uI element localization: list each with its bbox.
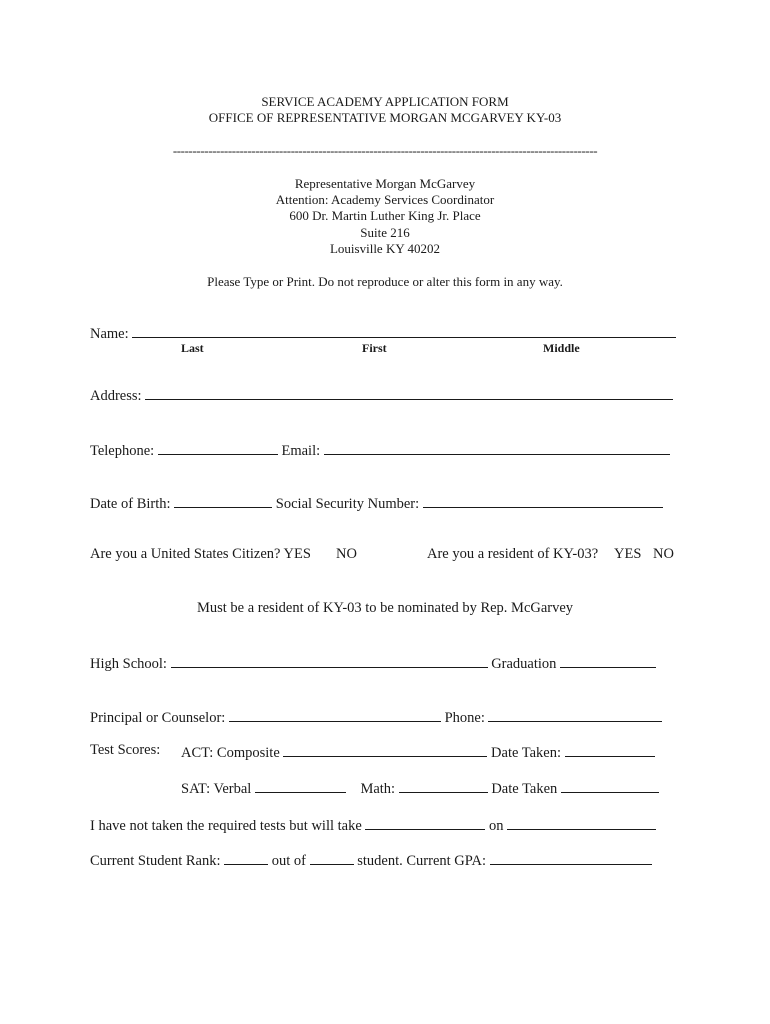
email-field[interactable] <box>324 440 670 455</box>
sat-verbal-label: SAT: Verbal <box>181 781 252 797</box>
principal-phone-field[interactable] <box>488 707 662 722</box>
resident-no-option[interactable]: NO <box>653 546 674 562</box>
graduation-field[interactable] <box>560 653 656 668</box>
address-line-2: Attention: Academy Services Coordinator <box>275 192 495 207</box>
high-school-field[interactable] <box>171 653 488 668</box>
high-school-row <box>90 653 656 673</box>
not-taken-label: I have not taken the required tests but will take <box>90 818 362 834</box>
on-label: on <box>489 818 504 834</box>
email-label: Email: <box>281 443 321 459</box>
office-title: OFFICE OF REPRESENTATIVE MORGAN MCGARVEY KY-03 <box>208 110 562 125</box>
address-line-4: Suite 216 <box>360 225 410 240</box>
sat-math-label: Math: <box>360 781 396 797</box>
rank-label: Current Student Rank: <box>90 853 221 869</box>
citizen-question <box>90 546 311 563</box>
gpa-label: student. Current GPA: <box>357 853 486 869</box>
planned-test-field[interactable] <box>365 815 485 830</box>
citizen-no-option[interactable]: NO <box>336 546 357 562</box>
sat-date-field[interactable] <box>561 778 659 793</box>
address-line-5: Louisville KY 40202 <box>329 241 440 256</box>
telephone-field[interactable] <box>158 440 278 455</box>
phone-label: Phone: <box>444 710 485 726</box>
principal-row <box>90 707 662 727</box>
dob-field[interactable] <box>174 493 272 508</box>
out-of-label: out of <box>271 853 306 869</box>
dob-label: Date of Birth: <box>90 496 171 512</box>
class-size-field[interactable] <box>310 850 354 865</box>
instructions: Please Type or Print. Do not reproduce or alter this form in any way. <box>207 274 563 289</box>
not-taken-row <box>90 815 656 835</box>
sat-verbal-field[interactable] <box>255 778 346 793</box>
principal-label: Principal or Counselor: <box>90 710 226 726</box>
name-last-caption: Last <box>181 341 204 355</box>
telephone-label: Telephone: <box>90 443 155 459</box>
ssn-field[interactable] <box>423 493 663 508</box>
sat-row <box>181 778 659 798</box>
act-row <box>181 742 655 762</box>
form-title: SERVICE ACADEMY APPLICATION FORM <box>261 94 509 109</box>
name-first-caption: First <box>362 341 387 355</box>
address-line-3: 600 Dr. Martin Luther King Jr. Place <box>289 208 481 223</box>
divider: ------------------------------------------------------------------------------------------------------------ <box>172 143 598 158</box>
resident-question: Are you a resident of KY-03? <box>427 546 599 562</box>
address-label: Address: <box>90 388 142 404</box>
address-row <box>90 385 673 405</box>
address-field[interactable] <box>145 385 673 400</box>
citizen-question-text: Are you a United States Citizen? YES <box>90 546 311 562</box>
dob-row <box>90 493 663 513</box>
name-field[interactable] <box>132 323 676 338</box>
ssn-label: Social Security Number: <box>275 496 420 512</box>
high-school-label: High School: <box>90 656 167 672</box>
name-label: Name: <box>90 326 129 342</box>
principal-field[interactable] <box>229 707 441 722</box>
act-field[interactable] <box>283 742 487 757</box>
resident-note: Must be a resident of KY-03 to be nominated by Rep. McGarvey <box>196 600 574 616</box>
resident-yes-option[interactable]: YES <box>614 546 642 562</box>
test-scores-label: Test Scores: <box>90 742 161 758</box>
act-date-field[interactable] <box>565 742 655 757</box>
sat-date-label: Date Taken <box>491 781 558 797</box>
gpa-field[interactable] <box>490 850 652 865</box>
name-row <box>90 323 676 343</box>
rank-row <box>90 850 652 870</box>
contact-row <box>90 440 670 460</box>
act-label: ACT: Composite <box>181 745 280 761</box>
act-date-label: Date Taken: <box>491 745 562 761</box>
planned-test-date-field[interactable] <box>507 815 656 830</box>
sat-math-field[interactable] <box>399 778 488 793</box>
graduation-label: Graduation <box>491 656 557 672</box>
name-middle-caption: Middle <box>543 341 580 355</box>
rank-field[interactable] <box>224 850 268 865</box>
address-line-1: Representative Morgan McGarvey <box>294 176 476 191</box>
